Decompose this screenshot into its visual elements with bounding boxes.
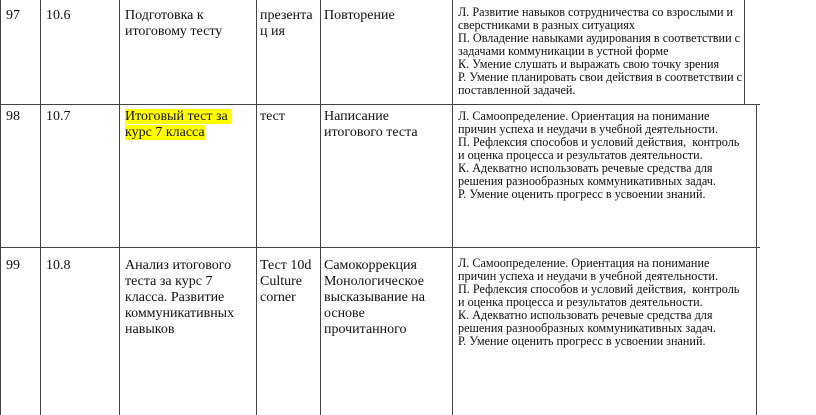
column-divider	[256, 0, 257, 415]
row-number-cell: 97	[6, 8, 20, 23]
column-divider	[320, 0, 321, 415]
table-row	[0, 247, 816, 415]
highlighted-topic-text: Итоговый тест за курс 7 класса	[125, 109, 232, 140]
column-divider	[119, 0, 120, 415]
outcomes-cell: Л. Развитие навыков сотрудничества со взрослыми и сверстниками в разных ситуациях П. Овладение навыками аудирования в соответствии с задачами коммуникации в устной форме К. Умение слушать и выражать свою точку зрения Р. Умение планировать свои действия в соответствии с поставленной задачей.	[458, 5, 743, 97]
topic-cell	[125, 258, 255, 338]
activity-cell: презентац ия	[260, 8, 313, 39]
table-row	[0, 0, 816, 104]
column-divider	[0, 0, 1, 415]
section-cell: 10.6	[46, 8, 71, 23]
topic-text: Анализ итогового теста за курс 7 класса. Развитие коммуникативных навыков	[125, 258, 238, 337]
section-cell: 10.7	[46, 109, 71, 124]
section-cell: 10.8	[46, 258, 71, 273]
outcomes-cell: Л. Самоопределение. Ориентация на понимание причин успеха и неудачи в учебной деятельности. П. Рефлексия способов и условий действия, контроль и оценка процесса и результатов деятельности. К. Адекватно использовать речевые средства для решения разнообразных коммуникативных задач. Р. Умение оценить прогресс в усвоении знаний.	[458, 109, 740, 201]
topic-text: Подготовка к итоговому тесту	[125, 8, 223, 39]
lesson-type-cell: Написание итогового теста	[324, 109, 418, 140]
topic-cell	[125, 109, 257, 141]
row-number-cell: 99	[6, 258, 20, 273]
activity-cell: Тест 10d Culture corner	[260, 258, 315, 305]
lesson-type-cell: Самокоррекция Монологическое высказывание на основе прочитанного	[324, 258, 429, 337]
activity-cell: тест	[260, 109, 286, 124]
row-divider	[0, 104, 760, 105]
column-divider	[452, 0, 453, 415]
column-divider	[756, 104, 757, 415]
topic-cell	[125, 8, 255, 40]
table-row	[0, 104, 816, 247]
lesson-type-cell: Повторение	[324, 8, 395, 23]
column-divider	[744, 0, 745, 104]
row-divider	[0, 247, 760, 248]
row-number-cell: 98	[6, 109, 20, 124]
outcomes-cell: Л. Самоопределение. Ориентация на понимание причин успеха и неудачи в учебной деятельности. П. Рефлексия способов и условий действия, контроль и оценка процесса и результатов деятельности. К. Адекватно использовать речевые средства для решения разнообразных коммуникативных задач. Р. Умение оценить прогресс в усвоении знаний.	[458, 256, 740, 348]
column-divider	[40, 0, 41, 415]
